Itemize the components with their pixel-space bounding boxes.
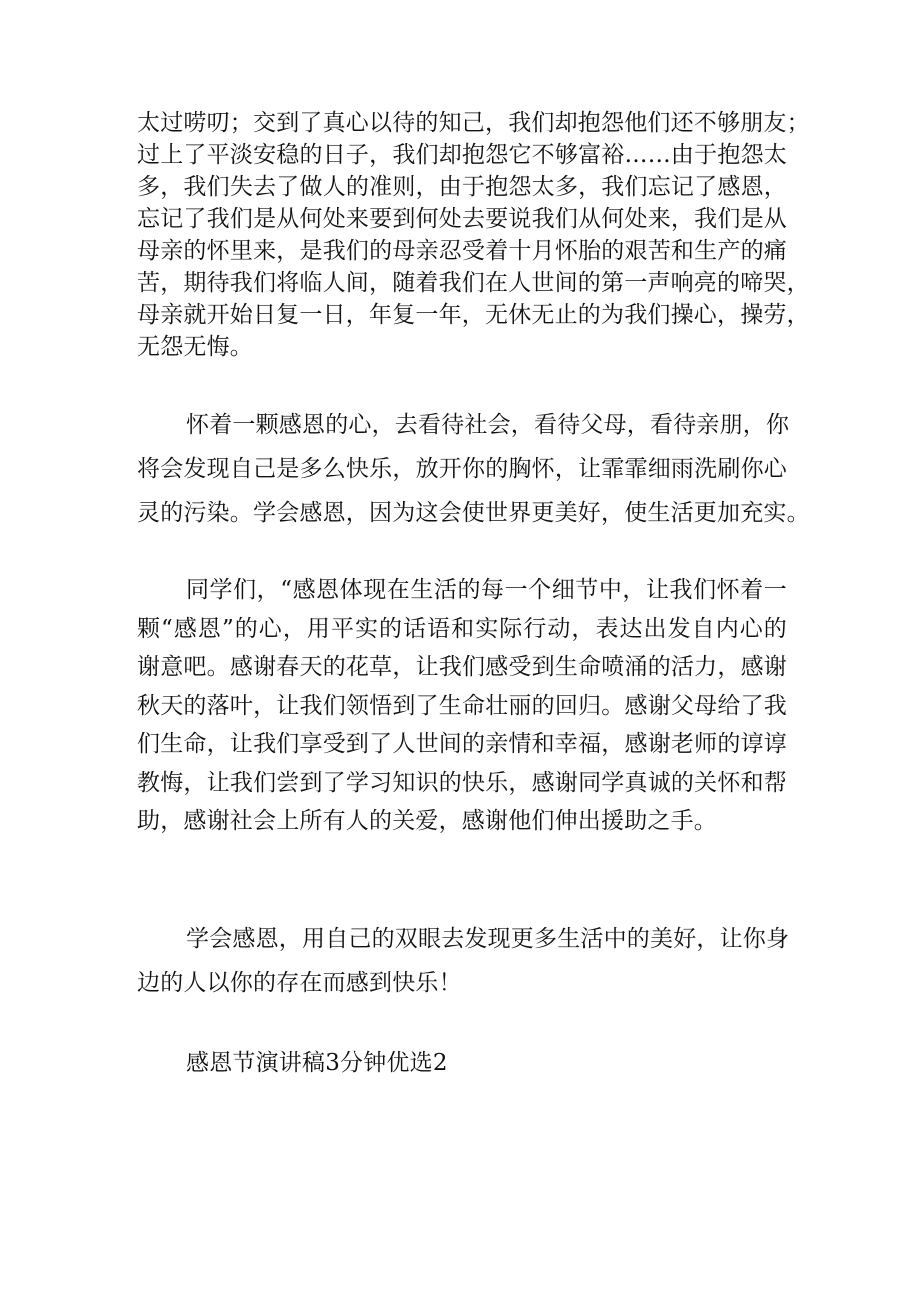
text-line: 学会感恩，用自己的双眼去发现更多生活中的美好，让你身 [186,926,790,952]
paragraph-1 [137,107,810,363]
paragraph-3 [137,571,787,841]
text-line: 苦，期待我们将临人间，随着我们在人世间的第一声响亮的啼哭， [137,270,810,296]
text-line: 们生命，让我们享受到了人世间的亲情和幸福，感谢老师的谆谆 [137,731,787,757]
text-line: 将会发现自己是多么快乐，放开你的胸怀，让霏霏细雨洗刷你心 [137,456,787,482]
text-line: 太过唠叨；交到了真心以待的知己，我们却抱怨他们还不够朋友； [137,110,810,136]
text-line: 怀着一颗感恩的心，去看待社会，看待父母，看待亲朋，你 [186,412,790,438]
text-line: 谢意吧。感谢春天的花草，让我们感受到生命喷涌的活力，感谢 [137,654,787,680]
section-heading [137,1047,787,1079]
text-line: 母亲的怀里来，是我们的母亲忍受着十月怀胎的艰苦和生产的痛 [137,238,787,264]
section-heading-text: 感恩节演讲稿3分钟优选2 [186,1050,448,1076]
paragraph-2 [137,403,810,535]
text-line: 助，感谢社会上所有人的关爱，感谢他们伸出援助之手。 [137,808,717,834]
text-line: 秋天的落叶，让我们领悟到了生命壮丽的回归。感谢父母给了我 [137,692,787,719]
text-line: 多，我们失去了做人的准则，由于抱怨太多，我们忘记了感恩， [137,174,787,200]
text-line: 灵的污染。学会感恩，因为这会使世界更美好，使生活更加充实。 [137,500,810,526]
text-line: 无怨无悔。 [137,334,253,360]
text-line: 颗“感恩”的心，用平实的话语和实际行动，表达出发自内心的 [137,615,787,642]
paragraph-4 [137,917,790,1005]
text-line: 过上了平淡安稳的日子，我们却抱怨它不够富裕……由于抱怨太 [137,142,787,168]
text-line: 边的人以你的存在而感到快乐！ [137,970,462,996]
text-line: 母亲就开始日复一日，年复一年，无休无止的为我们操心，操劳， [137,302,810,328]
text-line: 教悔，让我们尝到了学习知识的快乐，感谢同学真诚的关怀和帮 [137,769,787,796]
text-line: 同学们，“感恩体现在生活的每一个细节中，让我们怀着一 [186,577,787,603]
text-line: 忘记了我们是从何处来要到何处去要说我们从何处来，我们是从 [137,206,787,232]
